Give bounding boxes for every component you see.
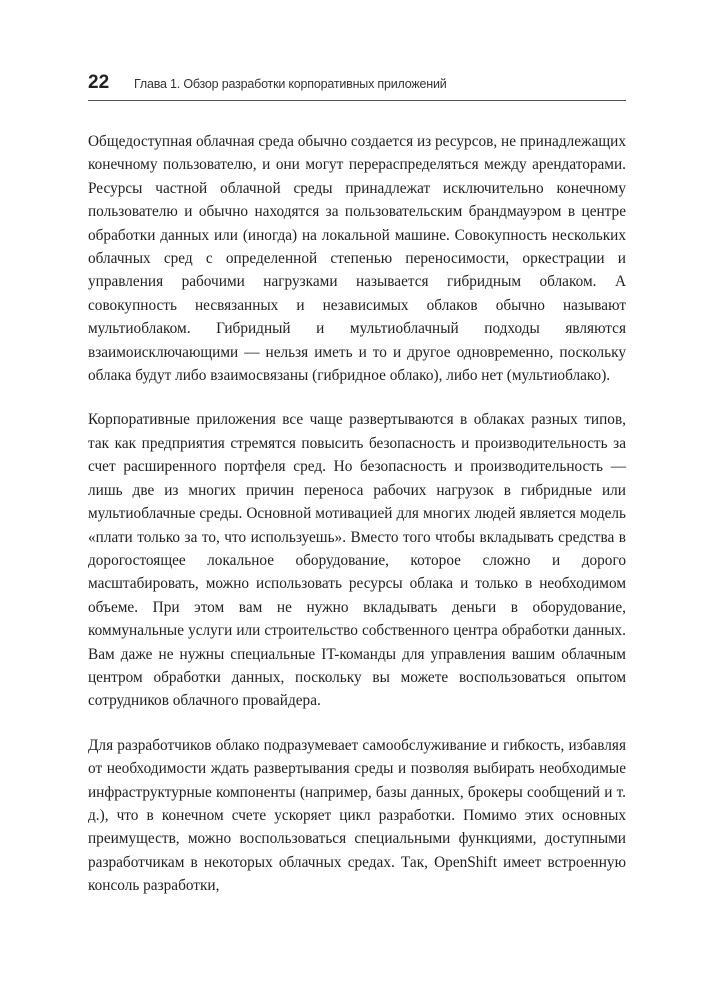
header-divider	[88, 100, 626, 101]
chapter-running-title: Глава 1. Обзор разработки корпоративных приложений	[134, 77, 447, 91]
page-number: 22	[88, 72, 110, 93]
paragraph-developers: Для разработчиков облако подразумевает самообслуживание и гибкость, избавляя от необходимости ждать развертывания среды и позволяя выбирать необходимые инфраструктурные компоненты (например, базы данных, брокеры сообщений и т. д.), что в конечном счете ускоряет цикл разработки. Помимо этих основных преимуществ, можно воспользоваться специальными функциями, доступными разработчикам в некоторых облачных средах. Так, OpenShift имеет встроенную консоль разработки,	[88, 736, 626, 895]
body-text	[88, 130, 626, 919]
paragraph-cloud-types: Общедоступная облачная среда обычно создается из ресурсов, не принадлежащих конечному пользователю, и они могут перераспределяться между арендаторами. Ресурсы частной облачной среды принадлежат исключительно конечному пользователю и обычно находятся за пользовательским брандмауэром в центре обработки данных или (иногда) на локальной машине. Совокупность нескольких облачных сред с определенной степенью переносимости, оркестрации и управления рабочими нагрузками называется гибридным облаком. А совокупность несвязанных и независимых облаков обычно называют мультиоблаком. Гибридный и мультиоблачный подходы являются взаимоисключающими — нельзя иметь и то и другое одновременно, поскольку облака будут либо взаимосвязаны (гибридное облако), либо нет (мультиоблако).	[88, 133, 626, 385]
page-header	[88, 72, 626, 98]
paragraph-enterprise-apps: Корпоративные приложения все чаще развертываются в облаках разных типов, так как предприятия стремятся повысить безопасность и производительность за счет расширенного портфеля сред. Но безопасность и производительность — лишь две из многих причин переноса рабочих нагрузок в гибридные или мультиоблачные среды. Основной мотивацией для многих людей является модель «плати только за то, что используешь». Вместо того чтобы вкладывать средства в дорогостоящее локальное оборудование, которое сложно и дорого масштабировать, можно использовать ресурсы облака и только в необходимом объеме. При этом вам не нужно вкладывать деньги в оборудование, коммунальные услуги или строительство собственного центра обработки данных. Вам даже не нужны специальные IT-команды для управления вашим облачным центром обработки данных, поскольку вы можете воспользоваться опытом сотрудников облачного провайдера.	[88, 411, 626, 710]
